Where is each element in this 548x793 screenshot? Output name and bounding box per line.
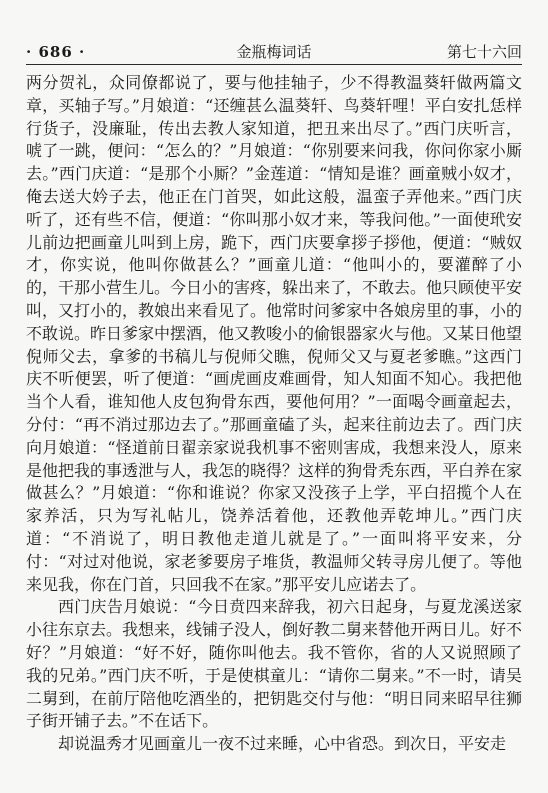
paragraph: 西门庆告月娘说：“今日贲四来辞我，初六日起身，与夏龙溪送家小往东京去。我想来，线铺子没人，倒好教二舅来替他开两日儿。好不好？”月娘道：“好不好，随你叫他去。我不管你，省的人又说照顾了我的兄弟。”西门庆不听，于是使棋童儿：“请你二舅来。”不一时，请吴二舅到，在前厅陪他吃酒坐的，把钥匙交付与他：“明日同来昭早往狮子街开铺子去。”不在话下。 <box>26 597 522 731</box>
chapter-title: 第七十六回 <box>446 43 522 61</box>
page-number: · 686 · <box>26 43 86 61</box>
page-body <box>26 72 522 784</box>
paragraph: 却说温秀才见画童儿一夜不过来睡，心中省恐。到次日，平安走 <box>58 734 507 754</box>
page-header <box>26 40 522 62</box>
book-title: 金瓶梅词话 <box>236 43 312 61</box>
header-rule <box>26 64 522 65</box>
paragraph: 两分贺礼，众同僚都说了，要与他挂轴子，少不得教温葵轩做两篇文章，买轴子写。”月娘道：“还缠甚么温葵轩、鸟葵轩哩！平白安扎恁样行货子，没廉耻，传出去教人家知道，把丑来出尽了。”西门庆听言，唬了一跳，便问：“怎么的？”月娘道：“你别要来问我，你问你家小厮去。”西门庆道：“是那个小厮？”金莲道：“情知是谁？画童贼小奴才，俺去送大妗子去，他正在门首哭，如此这般，温蛮子弄他来。”西门庆听了，还有些不信，便道：“你叫那小奴才来，等我问他。”一面使玳安儿前边把画童儿叫到上房，跪下，西门庆要拿拶子拶他，便道：“贼奴才，你实说，他叫你做甚么？”画童儿道：“他叫小的，要灌醉了小的，干那小营生儿。今日小的害疼，躲出来了，不敢去。他只顾使平安叫，又打小的，教娘出来看见了。他常时问爹家中各娘房里的事，小的不敢说。昨日爹家中摆酒，他又教唆小的偷银器家火与他。又某日他望倪师父去，拿爹的书稿儿与倪师父瞧，倪师父又与夏老爹瞧。”这西门庆不听便罢，听了便道：“画虎画皮难画骨，知人知面不知心。我把他当个人看，谁知他人皮包狗骨东西，要他何用？”一面喝令画童起去，分付：“再不消过那边去了。”那画童磕了头，起来往前边去了。西门庆向月娘道：“怪道前日翟亲家说我机事不密则害成，我想来没人，原来是他把我的事透泄与人，我怎的晓得？这样的狗骨秃东西，平白养在家做甚么？”月娘道：“你和谁说？你家又没孩子上学，平白招揽个人在家养活，只为写礼帖儿，饶养活着他，还教他弄乾坤儿。”西门庆道：“不消说了，明日教他走道儿就是了。”一面叫将平安来，分付：“对过对他说，家老爹要房子堆货，教温师父转寻房儿便了。等他来见我，你在门首，只回我不在家。”那平安儿应诺去了。 <box>26 73 522 594</box>
